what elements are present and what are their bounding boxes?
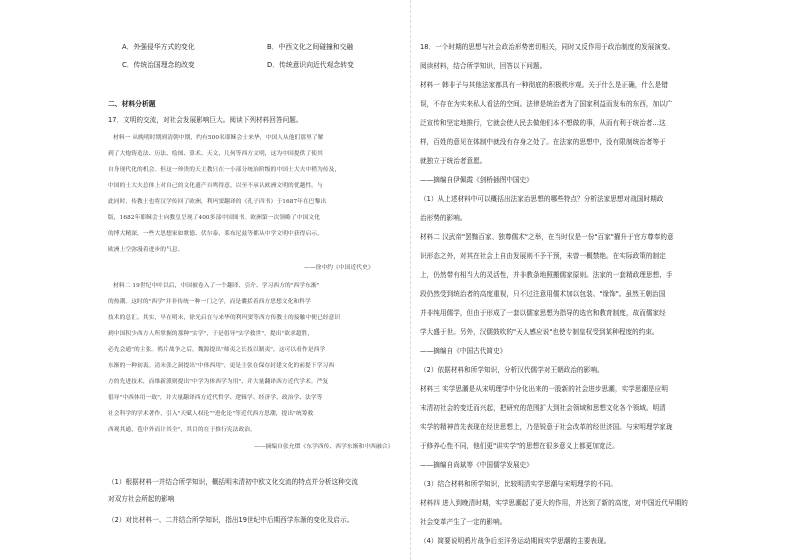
material-line: 的博大精深，一些大思想家如歌德、伏尔泰、莱布尼兹等都从中学文明中获得启示， (108, 231, 323, 237)
material-line: 此同时，传教士也将汉学传回了欧洲，利玛窦翻译的《孔子四书》于1687年在巴黎出 (108, 199, 327, 205)
text-line: ——摘编自《中国古代简史》 (420, 347, 507, 355)
question-17-intro: 17．文明的交流，对社会发展影响巨大。阅读下列材料回答问题。 (108, 116, 303, 124)
material-line: 材料二 19世纪中叶以后，中国被卷入了一个翻译、引介、学习西方的"西学东渐" (113, 283, 320, 289)
material-source: ——徐中约《中国近代史》 (304, 265, 374, 271)
text-line: 误，不存在为实来私人看法的空间。法律是统治者为了国家利益而发布的东西，加以广 (420, 100, 673, 108)
text-line: 识形态之外，对其在社会上自由发展则不予干预，未曾一概禁绝。在实际政策的制定 (420, 252, 666, 260)
text-line: 就独立于统治者意愿。 (420, 157, 487, 165)
text-line: 泛宣传和坚定地推行，它就会使人民去做他们本不想做的事，从而有利于统治者...这 (420, 119, 666, 127)
material-line: 材料一 从晚明时期到清朝中期，约有500名耶稣会士来华，中国人从他们那里了解 (113, 135, 324, 141)
material-source: ——摘编自张允熠《东学西传、西学东渐和中西融合》 (254, 444, 394, 450)
text-line: （4）简要说明鸦片战争后至洋务运动期间实学思潮的主要表现。 (420, 537, 611, 545)
text-line: （1）从上述材料中可以概括出法家治思想的哪些特点？分析法家思想对战国时期政 (420, 195, 664, 203)
option-d: D．传统意识向近代观念转变 (267, 61, 354, 69)
text-line: 实学的精神首先表现在经世思想上，乃是锐意于社会改革的经世济国。与宋明理学家珑 (420, 423, 673, 431)
question-18-intro: 18．一个时期的思想与社会政治形势密切相关，同时又反作用于政治制度的发展演变。 (420, 43, 675, 51)
section-heading: 二、材料分析题 (108, 100, 156, 108)
option-b: B．中西文化之间碰撞和交融 (267, 43, 354, 51)
text-line: ——摘编自尚斌等《中国儒学发展史》 (420, 461, 533, 469)
text-line: 末清初社会的变迁而兴起，把研究的范围扩大到社会领域和思想文化各个领域。明清 (420, 404, 666, 412)
text-line: 于修养心性不同，他们更"讲实学"的思想在很多意义上都更加宽泛。 (420, 442, 619, 450)
material-line: 的热潮。这时的"西学"并非传统一种一门之学，而是囊括着西方思想文化和科学 (108, 299, 311, 305)
text-line: 并非纯用儒学，但由于形成了一套以儒家思想为指导的选官和教育制度，故而儒家经 (420, 309, 666, 317)
text-line: 社会变革产生了一定的影响。 (420, 518, 507, 526)
material-line: 社会科学的学术著作，引入"天赋人权论""进化论"等近代西方思潮，提出"统筹救 (108, 411, 314, 417)
text-line: 材料三 实学思潮是从宋明理学中分化出来的一股新的社会进步思潮，实学思潮是应明 (420, 385, 668, 393)
text-line: 上，仍然带有相当大的灵活性，并非教条地照搬儒家原则。法家的一套精政理思想、手 (420, 271, 673, 279)
material-line: 到中国积少西方人所掌握的那种"实学"，于是倡导"实学救世"，提出"欲求超胜， (108, 331, 314, 337)
text-line: 学大盛于世。另外，汉儒鼓吹的"天人感应说"也使专制皇权受到某种程度的约束。 (420, 328, 659, 336)
option-c: C．传统治国理念的改变 (122, 61, 195, 69)
text-line: 治形势的影响。 (420, 214, 467, 222)
material-line: 到了大炮铸造法、历法、绘图、算术、天文、几何等西方文明，这为中国提供了使其 (108, 151, 323, 157)
text-line: （2）依据材料和所学知识，分析汉代儒学对王朝政治的影响。 (420, 366, 604, 374)
question-line: （1）根据材料一并结合所学知识，概括明末清初中欧文化交流的特点并分析这种交流 (108, 478, 359, 486)
text-line: 材料四 进入到晚清时期，实学思潮起了更大的作用，并达到了新的高度，对中国近代早期的 (420, 499, 688, 507)
material-line: 自身现代化的机会。但这一珍贵的天主教只在一小部分统治阶级的中国士大夫中稍为传及， (108, 167, 341, 173)
text-line: 阅读材料，结合所学知识，回答以下问题。 (420, 62, 547, 70)
text-line: 样，百姓的意见在体制中就没有存身之处了。在法家的思想中，没有限制统治者等于 (420, 138, 666, 146)
material-line: 必先会通"的主张。鸦片战争之后，魏源提出"师夷之长技以制夷"，这可以看作是西学 (108, 347, 326, 353)
question-line: （2）对比材料一、二并结合所学知识，指出19世纪中后期西学东渐的变化及启示。 (108, 516, 354, 524)
material-line: 西观其通，苞中外而计其全"，其目的在于推行宪法政治。 (108, 427, 256, 433)
material-line: 欧洲上空弥漫着进步的气息。 (108, 247, 184, 253)
material-line: 倡导"中西体用一致"，并大量翻译西方近代哲学、逻辑学、经济学、政治学、法学等 (108, 395, 323, 401)
option-a: A．外强侵华方式的变化 (122, 43, 195, 51)
material-line: 版，1682年耶稣会士向教皇呈现了400多部中国图书。欧洲第一次领略了中国文化 (108, 215, 321, 221)
page-fold-line (410, 0, 411, 560)
material-line: 方的先进技术，而维新派则提出"中学为体西学为用"，并大量翻译西方近代学术。严复 (108, 379, 329, 385)
question-line: 对双方社会所起的影响 (108, 495, 175, 503)
material-line: 中国的士大夫总体上对自己的文化遗产自鸣得意，以至不承认欧洲文明的优越性。与 (108, 183, 323, 189)
text-line: （3）结合材料和所学知识，比较明清实学思潮与宋明理学的不同。 (420, 480, 617, 488)
material-line: 技术的总汇。其实，早在明末，徐光启在与来华的利玛窦等西方传教士的接触中便已经意识 (108, 315, 341, 321)
material-line: 东渐的一种初衷。清末张之洞提出"中体西用"，更是主张在保存封建文化的前提下学习西 (108, 363, 335, 369)
text-line: 材料一 韩非子与其他法家都具有一种彻底的积极秩序观。关于什么是正确，什么是错 (420, 81, 668, 89)
text-line: 段仍然受到统治者的高度重视，只不过注意用儒术加以包装、"缘饰"。虽然王朝治国 (420, 290, 666, 298)
text-line: ——摘编自伊佩霞《剑桥插图中国史》 (420, 176, 533, 184)
text-line: 材料二 汉武帝"罢黜百家、独尊儒术"之举，在当时仅是一份"百家"擢升于官方尊奉的意 (420, 233, 674, 241)
